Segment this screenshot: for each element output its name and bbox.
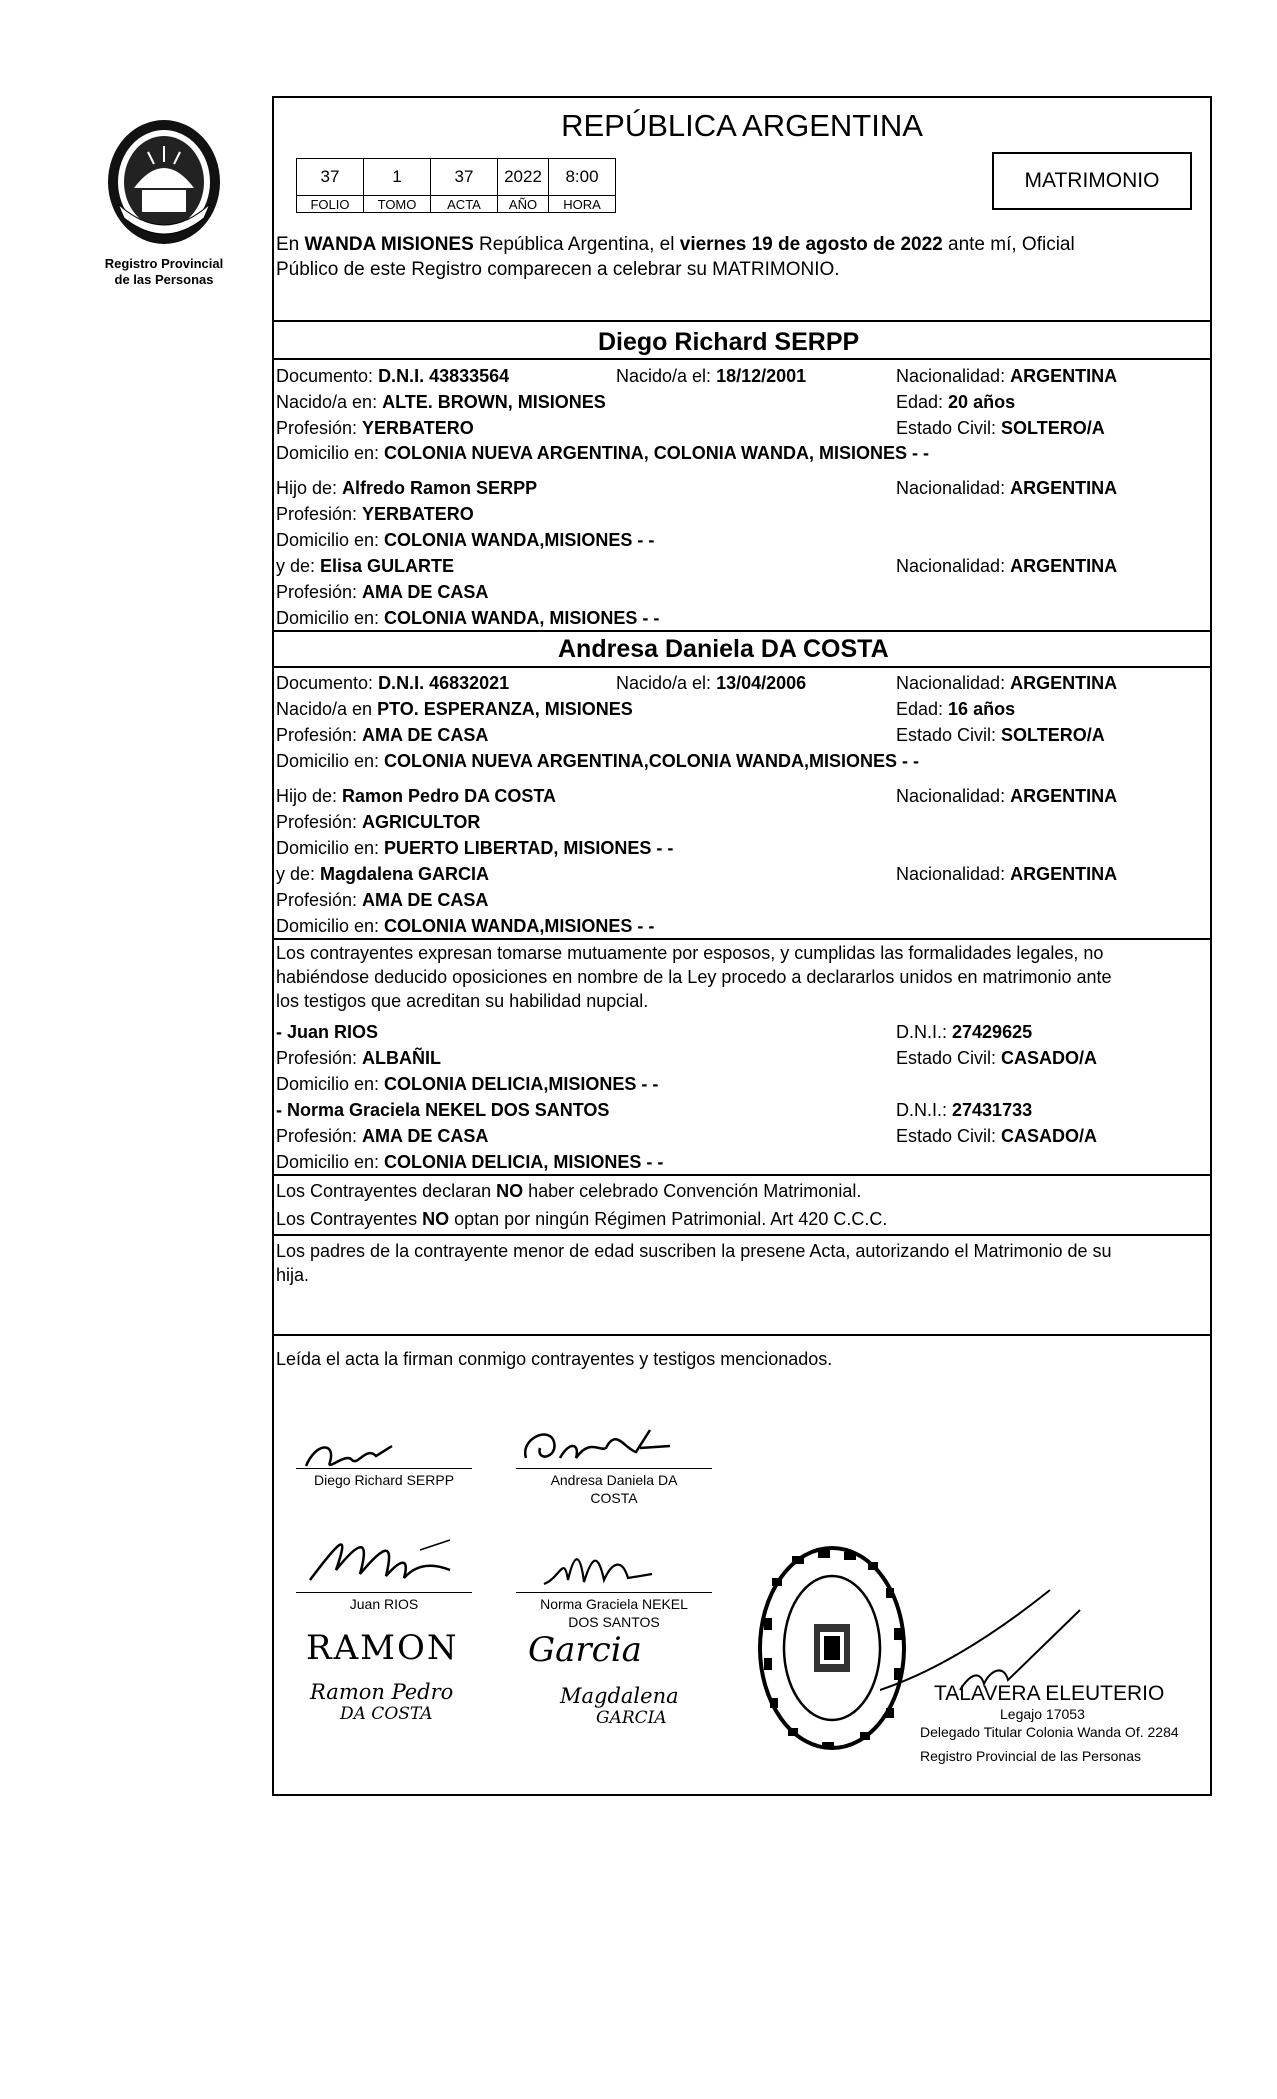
bride-civil-status: Estado Civil: SOLTERO/A [896,725,1105,745]
groom-doc: Documento: D.N.I. 43833564 [276,366,510,386]
handwritten-magdalena-1: Magdalena [560,1684,679,1708]
page-title: REPÚBLICA ARGENTINA [561,108,923,143]
official-name: TALAVERA ELEUTERIO [934,1682,1165,1705]
logo-caption-2: de las Personas [114,272,214,287]
record-number-table [296,158,616,213]
witness-2-address: Domicilio en: COLONIA DELICIA, MISIONES - - [276,1152,664,1172]
anio-value: 2022 [498,159,549,196]
folio-label: FOLIO [297,196,364,213]
groom-mother: y de: Elisa GULARTE [276,556,455,576]
groom-mother-profession: Profesión: AMA DE CASA [276,582,489,602]
acta-label: ACTA [431,196,498,213]
groom-father-profession: Profesión: YERBATERO [276,504,474,524]
declaration-line-3: los testigos que acreditan su habilidad nupcial. [276,991,649,1011]
bride-age: Edad: 16 años [896,699,1016,719]
handwritten-ramon-full-2: DA COSTA [340,1704,433,1724]
handwritten-magdalena-2: GARCIA [596,1708,667,1728]
witness-1-address: Domicilio en: COLONIA DELICIA,MISIONES - - [276,1074,659,1094]
groom-father-address: Domicilio en: COLONIA WANDA,MISIONES - - [276,530,655,550]
groom-father-nationality: Nacionalidad: ARGENTINA [896,478,1118,498]
tomo-value: 1 [364,159,431,196]
registry-logo [104,118,224,248]
bride-mother: y de: Magdalena GARCIA [276,864,490,884]
bride-mother-address: Domicilio en: COLONIA WANDA,MISIONES - - [276,916,655,936]
logo-caption-1: Registro Provincial [104,256,224,271]
declaration-line-2: habiéndose deducido oposiciones en nombre de la Ley procedo a declararlos unidos en matrimonio ante [276,967,1112,987]
bride-mother-nationality: Nacionalidad: ARGENTINA [896,864,1118,884]
parents-note-line-2: hija. [276,1265,310,1285]
signature-witness-1 [300,1530,460,1596]
bride-name: Andresa Daniela DA COSTA [558,635,889,663]
groom-nationality: Nacionalidad: ARGENTINA [896,366,1118,386]
witness-1-name: - Juan RIOS [276,1022,379,1042]
bride-doc: Documento: D.N.I. 46832021 [276,673,510,693]
witness-1-civil: Estado Civil: CASADO/A [896,1048,1098,1068]
record-type: MATRIMONIO [1024,169,1160,192]
groom-civil-status: Estado Civil: SOLTERO/A [896,418,1105,438]
bride-father: Hijo de: Ramon Pedro DA COSTA [276,786,557,806]
signature-caption-witness-2-1: Norma Graciela NEKEL [540,1596,688,1612]
bride-father-address: Domicilio en: PUERTO LIBERTAD, MISIONES - - [276,838,674,858]
handwritten-garcia: Garcia [528,1630,642,1670]
record-type-box [992,152,1192,210]
witness-2-name: - Norma Graciela NEKEL DOS SANTOS [276,1100,610,1120]
official-role: Delegado Titular Colonia Wanda Of. 2284 [920,1724,1179,1740]
hora-label: HORA [549,196,616,213]
signature-caption-witness-1: Juan RIOS [349,1596,419,1612]
handwritten-ramon: RAMON [306,1628,459,1668]
hora-value: 8:00 [549,159,616,196]
parents-note-line-1: Los padres de la contrayente menor de edad suscriben la presene Acta, autorizando el Matrimonio de su [276,1241,1112,1261]
official-legajo: Legajo 17053 [1000,1706,1085,1722]
intro-line-2: Público de este Registro comparecen a celebrar su MATRIMONIO. [276,259,840,280]
bride-mother-profession: Profesión: AMA DE CASA [276,890,489,910]
groom-birth-place: Nacido/a en: ALTE. BROWN, MISIONES [276,392,606,412]
bride-father-nationality: Nacionalidad: ARGENTINA [896,786,1118,806]
closing-statement: Leída el acta la firman conmigo contrayentes y testigos mencionados. [276,1349,833,1369]
signature-bride [520,1418,700,1474]
anio-label: AÑO [498,196,549,213]
intro-line-1: En WANDA MISIONES República Argentina, el viernes 19 de agosto de 2022 ante mí, Oficial [276,234,1075,255]
official-org: Registro Provincial de las Personas [920,1748,1141,1764]
signature-caption-witness-2-2: DOS SANTOS [568,1614,660,1630]
bride-father-profession: Profesión: AGRICULTOR [276,812,481,832]
bride-address: Domicilio en: COLONIA NUEVA ARGENTINA,COLONIA WANDA,MISIONES - - [276,751,920,771]
convention-line-1: Los Contrayentes declaran NO haber celebrado Convención Matrimonial. [276,1181,862,1201]
witness-1-profession: Profesión: ALBAÑIL [276,1048,442,1068]
bride-profession: Profesión: AMA DE CASA [276,725,489,745]
handwritten-ramon-full-1: Ramon Pedro [310,1680,454,1704]
bride-birth-place: Nacido/a en PTO. ESPERANZA, MISIONES [276,699,633,719]
groom-birth-date: Nacido/a el: 18/12/2001 [616,366,807,386]
signature-witness-2 [540,1544,660,1594]
acta-value: 37 [431,159,498,196]
groom-mother-address: Domicilio en: COLONIA WANDA, MISIONES - - [276,608,660,628]
signature-caption-groom: Diego Richard SERPP [313,1472,455,1488]
bride-birth-date: Nacido/a el: 13/04/2006 [616,673,807,693]
declaration-line-1: Los contrayentes expresan tomarse mutuamente por esposos, y cumplidas las formalidades legales, no [276,943,1104,963]
groom-age: Edad: 20 años [896,392,1016,412]
folio-value: 37 [297,159,364,196]
groom-name: Diego Richard SERPP [598,328,860,356]
groom-profession: Profesión: YERBATERO [276,418,474,438]
signature-caption-bride-2: COSTA [590,1490,638,1506]
bride-nationality: Nacionalidad: ARGENTINA [896,673,1118,693]
signature-caption-bride-1: Andresa Daniela DA [550,1472,678,1488]
witness-2-dni: D.N.I.: 27431733 [896,1100,1033,1120]
groom-father: Hijo de: Alfredo Ramon SERPP [276,478,538,498]
witness-2-profession: Profesión: AMA DE CASA [276,1126,489,1146]
groom-mother-nationality: Nacionalidad: ARGENTINA [896,556,1118,576]
groom-address: Domicilio en: COLONIA NUEVA ARGENTINA, COLONIA WANDA, MISIONES - - [276,443,930,463]
tomo-label: TOMO [364,196,431,213]
witness-2-civil: Estado Civil: CASADO/A [896,1126,1098,1146]
witness-1-dni: D.N.I.: 27429625 [896,1022,1033,1042]
convention-line-2: Los Contrayentes NO optan por ningún Régimen Patrimonial. Art 420 C.C.C. [276,1209,888,1229]
